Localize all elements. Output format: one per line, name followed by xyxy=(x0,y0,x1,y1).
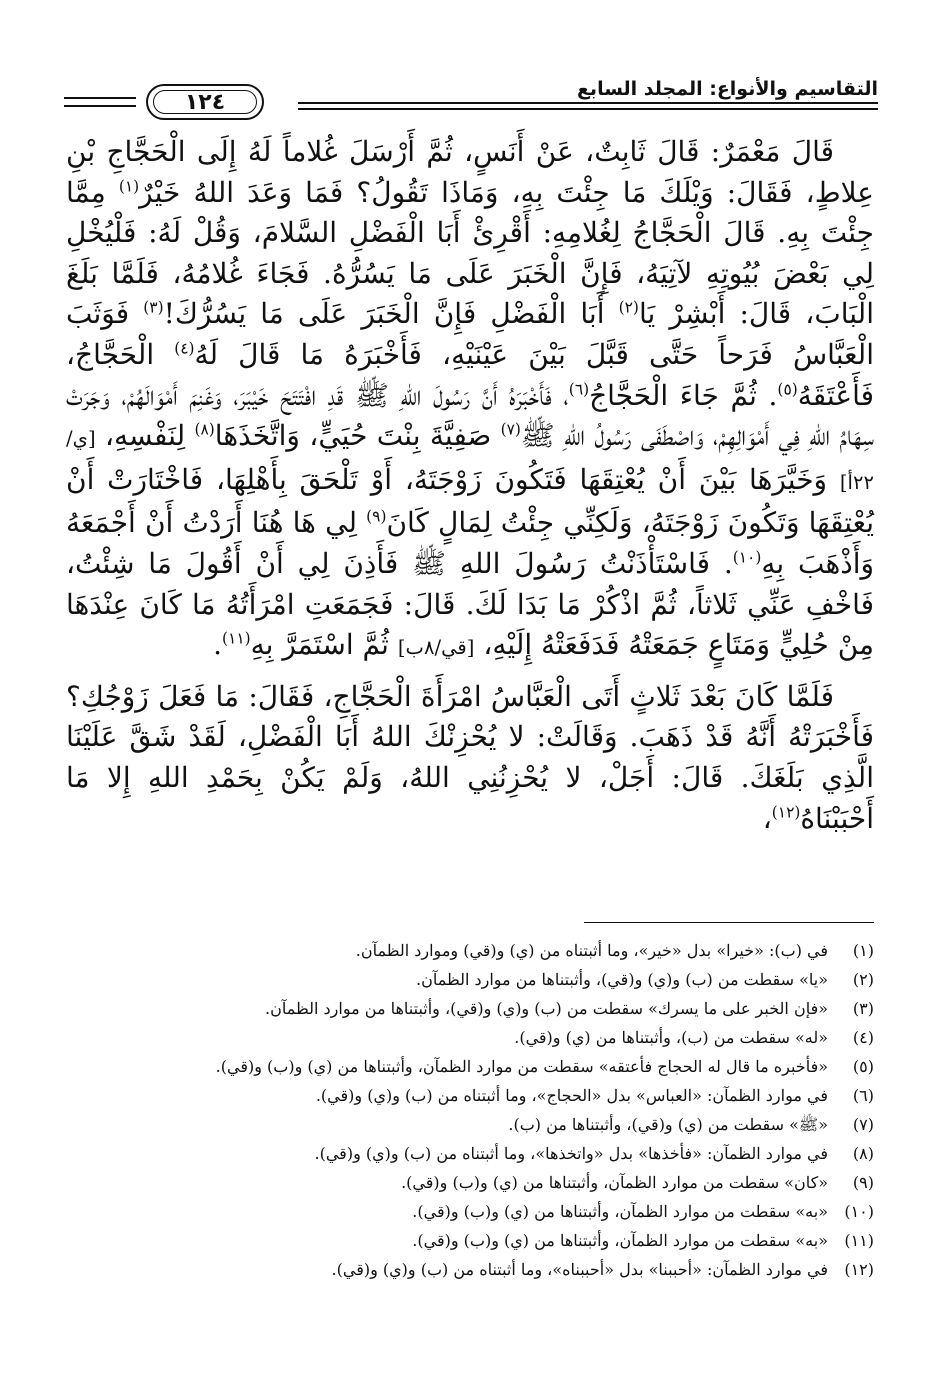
text-run: لِنَفْسِهِ، xyxy=(95,419,195,453)
footnote xyxy=(66,1197,874,1226)
manuscript-marker: [ي/٢٢أ] xyxy=(66,427,874,494)
text-run: أَبَا الْفَضْلِ فَإِنَّ الْخَبَرَ عَلَى مَا يَسُرُّكَ! xyxy=(163,297,619,331)
footnote-text: «فأخبره ما قال له الحجاج فأعتقه» سقطت من موارد الظمآن، وأثبتناها من (ي) و(ب) و(قي). xyxy=(215,1057,828,1076)
footnote-ref-9[interactable]: (٩) xyxy=(366,508,387,527)
text-run: فَلَمَّا كَانَ بَعْدَ ثَلاثٍ أَتَى الْعَبَّاسُ امْرَأَةَ الْحَجَّاجِ، فَقَالَ: مَا فَعَلَ زَوْجُكِ؟ فَأَخْبَرَتْهُ أَنَّهُ قَدْ ذَهَبَ. وَقَالَتْ: لا يُحْزِنْكَ اللهُ أَبَا الْفَضْلِ، لَقَدْ شَقَّ عَلَيْنَا الَّذِي بَلَغَكَ. قَالَ: أَجَلْ، لا يُحْزِنُنِي اللهُ، وَلَمْ يَكُنْ بِحَمْدِ اللهِ إِلا مَا أَحْبَبْنَاهُ xyxy=(66,679,874,835)
footnote xyxy=(66,1255,874,1284)
footnote-ref-10[interactable]: (١٠) xyxy=(732,548,762,567)
footnote-ref-6[interactable]: (٦) xyxy=(568,380,590,399)
footnote-ref-5[interactable]: (٥) xyxy=(777,380,798,399)
footnote-text: في موارد الظمآن: «أحببنا» بدل «أحببناه»، وما أثبتناه من (ب) و(ي) و(قي). xyxy=(331,1260,828,1279)
text-run: فَوَثَبَ الْعَبَّاسُ فَرَحاً حَتَّى قَبَّلَ بَيْنَ عَيْنَيْهِ، فَأَخْبَرَهُ مَا قَالَ لَهُ xyxy=(66,297,874,371)
header-rule xyxy=(298,102,878,104)
footnote-text: في موارد الظمآن: «فأخذها» بدل «واتخذها»، وما أثبتناه من (ب) و(ي) و(قي). xyxy=(314,1144,828,1163)
footnote xyxy=(66,1023,874,1052)
footnote-number: (١١) xyxy=(844,1231,874,1250)
header-left-rule xyxy=(64,97,136,99)
text-run: . ثُمَّ جَاءَ الْحَجَّاجُ xyxy=(589,378,778,412)
page-number: ١٢٤ xyxy=(184,89,226,115)
text-run: . xyxy=(213,628,223,662)
footnote-number: (٩) xyxy=(852,1173,874,1192)
footnote xyxy=(66,1081,874,1110)
footnote-ref-7[interactable]: (٧) xyxy=(500,420,521,439)
text-run: لِي هَا هُنَا أَرَدْتُ أَنْ أَجْمَعَهُ وَأَذْهَبَ بِهِ xyxy=(66,506,875,580)
footnote-ref-11[interactable]: (١١) xyxy=(222,629,251,648)
footnote-number: (١) xyxy=(852,941,874,960)
footnote-text: «يا» سقطت من (ب) و(ي) و(قي)، وأثبتناها من موارد الظمآن. xyxy=(416,970,828,989)
text-run: مِمَّا جِئْتَ بِهِ. قَالَ الْحَجَّاجُ لِغُلامِهِ: أَقْرِئْ أَبَا الْفَضْلِ السَّلامَ، وَقُلْ لَهُ: فَلْيُخْلِ لِي بَعْضَ بُيُوتِهِ لآتِيَهُ، فَإِنَّ الْخَبَرَ عَلَى مَا يَسُرُّهُ. فَجَاءَ غُلامُهُ، فَلَمَّا بَلَغَ الْبَابَ، قَالَ: أَبْشِرْ يَا xyxy=(66,175,874,331)
footnote xyxy=(66,1168,874,1197)
footnote-ref-12[interactable]: (١٢) xyxy=(771,803,801,822)
footnote-number: (٨) xyxy=(852,1144,874,1163)
footnote-text: «كان» سقطت من موارد الظمآن، وأثبتناها من (ي) و(ب) و(قي). xyxy=(401,1173,828,1192)
running-header xyxy=(64,78,878,128)
manuscript-marker: [قي/٨ب] xyxy=(397,636,475,660)
footnote-ref-4[interactable]: (٤) xyxy=(174,339,195,358)
paragraph-2 xyxy=(66,677,874,839)
footnote xyxy=(66,1110,874,1139)
footnote-number: (٣) xyxy=(852,999,874,1018)
footnote-text: «فإن الخبر على ما يسرك» سقطت من (ب) و(ي) و(قي)، وأثبتناها من موارد الظمآن. xyxy=(265,999,828,1018)
footnote-text: في (ب): «خيرا» بدل «خير»، وما أثبتناه من (ي) و(قي) وموارد الظمآن. xyxy=(355,941,828,960)
footnote xyxy=(66,936,874,965)
footnote xyxy=(66,1226,874,1255)
text-run: ثُمَّ اسْتَمَرَّ بِهِ xyxy=(250,628,398,662)
header-left-rule-double xyxy=(64,105,136,107)
main-text xyxy=(66,132,874,839)
page-number-frame xyxy=(146,84,264,120)
footnote-ref-1[interactable]: (١) xyxy=(118,177,140,196)
footnote-text: «به» سقطت من موارد الظمآن، وأثبتناها من (ي) و(ب) و(قي). xyxy=(412,1231,828,1250)
footnote xyxy=(66,1139,874,1168)
footnote-number: (٧) xyxy=(852,1115,874,1134)
text-run: وَخَيَّرَهَا بَيْنَ أَنْ يُعْتِقَهَا فَتَكُونَ زَوْجَتَهُ، أَوْ تَلْحَقَ بِأَهْلِهَا، فَاخْتَارَتْ أَنْ يُعْتِقَهَا وَتَكُونَ زَوْجَتَهُ، وَلَكِنِّي جِئْتُ لِمَالٍ كَانَ xyxy=(66,462,874,540)
footnote-number: (١٠) xyxy=(844,1202,874,1221)
footnote-separator xyxy=(584,922,874,923)
footnote-number: (١٢) xyxy=(844,1260,874,1279)
footnote xyxy=(66,965,874,994)
footnote-number: (٢) xyxy=(852,970,874,989)
text-run: ، xyxy=(762,801,772,835)
header-title: التقاسيم والأنواع: المجلد السابع xyxy=(576,78,878,100)
footnotes xyxy=(66,936,874,1284)
footnote-number: (٤) xyxy=(852,1028,874,1047)
text-run: . فَاسْتَأْذَنْتُ رَسُولَ اللهِ ﷺ فَأَذِنَ لِي أَنْ أَقُولَ مَا شِئْتُ، فَاخْفِ عَنِّي ثَلاثاً، ثُمَّ اذْكُرْ مَا بَدَا لَكَ. قَالَ: فَجَمَعَتِ امْرَأَتُهُ مَا كَانَ عِنْدَهَا مِنْ حُلِيٍّ وَمَتَاعٍ جَمَعَتْهُ فَدَفَعَتْهُ إِلَيْهِ، xyxy=(66,546,874,662)
footnote xyxy=(66,994,874,1023)
text-run: الْحَجَّاجُ، فَأَعْتَقَهُ xyxy=(66,337,874,412)
text-run: صَفِيَّةَ بِنْتَ حُيَيٍّ، وَاتَّخَذَهَا xyxy=(214,419,501,453)
text-run: ، فَأَخْبَرَهُ أَنَّ رَسُولَ اللهِ ﷺ قَدِ افْتَتَحَ خَيْبَرَ، وَغَنِمَ أَمْوَالَهُمْ، وَجَرَتْ سِهَامُ اللهِ فِي أَمْوَالِهِمْ، وَاصْطَفَى رَسُولُ اللهِ ﷺ xyxy=(66,378,874,453)
paragraph-1 xyxy=(66,132,874,669)
footnote-number: (٥) xyxy=(852,1057,874,1076)
footnote-text: «له» سقطت من (ب)، وأثبتناها من (ي) و(قي). xyxy=(514,1028,828,1047)
footnote-ref-2[interactable]: (٢) xyxy=(618,299,639,318)
footnote-text: «ﷺ» سقطت من (ي) و(قي)، وأثبتناها من (ب). xyxy=(508,1115,828,1134)
footnote xyxy=(66,1052,874,1081)
footnote-text: «به» سقطت من موارد الظمآن، وأثبتناها من (ي) و(ب) و(قي). xyxy=(412,1202,828,1221)
header-rule-double xyxy=(298,108,878,110)
footnote-number: (٦) xyxy=(852,1086,874,1105)
footnote-ref-3[interactable]: (٣) xyxy=(143,299,164,318)
text-run: قَالَ مَعْمَرٌ: قَالَ ثَابِتٌ، عَنْ أَنَسٍ، ثُمَّ أَرْسَلَ غُلاماً لَهُ إِلَى الْحَجَّاجِ بْنِ عِلاطٍ، فَقَالَ: وَيْلَكَ مَا جِئْتَ بِهِ، وَمَاذَا تَقُولُ؟ فَمَا وَعَدَ اللهُ خَيْرٌ xyxy=(66,135,874,209)
footnote-ref-8[interactable]: (٨) xyxy=(194,420,215,439)
footnote-text: في موارد الظمآن: «العباس» بدل «الحجاج»، وما أثبتناه من (ب) و(ي) و(قي). xyxy=(315,1086,828,1105)
